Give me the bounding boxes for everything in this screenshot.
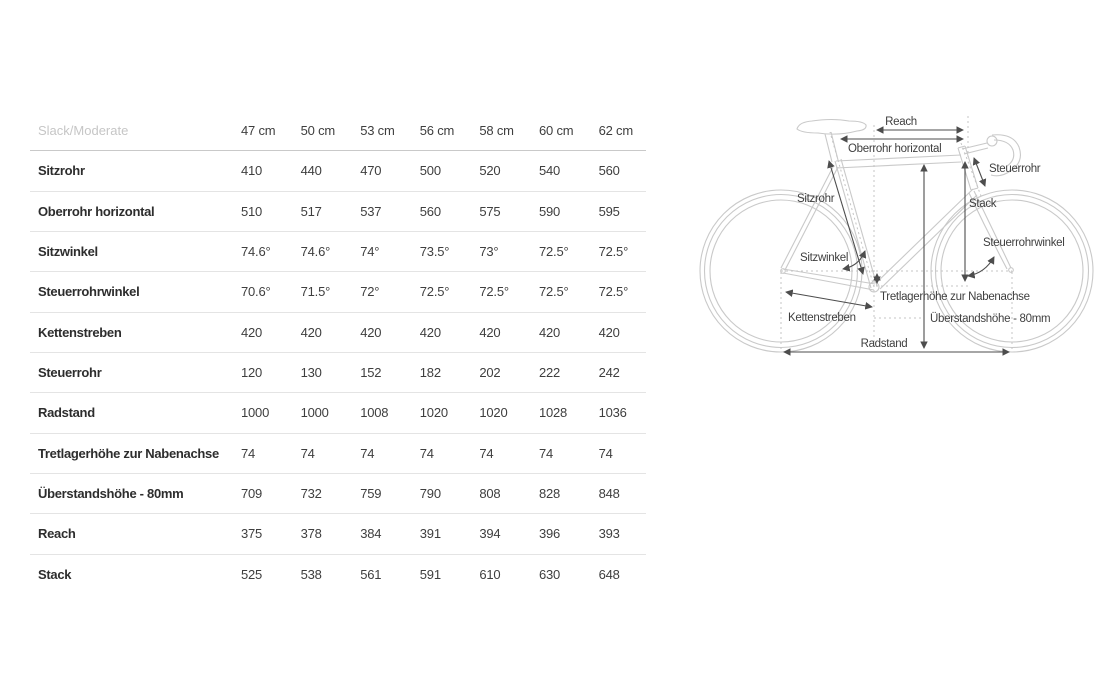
cell-value: 500: [419, 163, 441, 179]
cell-value: 74: [538, 445, 554, 461]
column-header: 56 cm: [419, 123, 455, 139]
steuerrohrwinkel-label: Steuerrohrwinkel: [983, 237, 1065, 249]
cell-value: 73°: [479, 244, 499, 260]
cell-value: 610: [479, 566, 501, 582]
cell-value: 525: [241, 566, 263, 582]
row-label: Reach: [38, 526, 76, 542]
cell-value: 561: [360, 566, 382, 582]
table-row: [30, 192, 646, 232]
row-label: Steuerrohr: [38, 365, 102, 381]
row-label: Sitzwinkel: [38, 244, 98, 260]
cell-value: 72.5°: [598, 244, 629, 260]
cell-value: 72.5°: [538, 284, 569, 300]
cell-value: 575: [479, 203, 501, 219]
cell-value: 420: [598, 324, 620, 340]
cell-value: 420: [419, 324, 441, 340]
cell-value: 73.5°: [419, 244, 450, 260]
cell-value: 222: [538, 365, 561, 381]
cell-value: 72°: [360, 284, 380, 300]
row-label: Überstandshöhe - 80mm: [38, 486, 184, 502]
row-label: Kettenstreben: [38, 324, 122, 340]
table-header-label: Slack/Moderate: [38, 123, 129, 139]
cell-value: 590: [538, 203, 561, 219]
cell-value: 420: [241, 324, 263, 340]
cell-value: 420: [538, 324, 561, 340]
cell-value: 72.5°: [598, 284, 629, 300]
table-row: [30, 474, 646, 514]
stack-label: Stack: [969, 198, 997, 210]
cell-value: 242: [598, 365, 620, 381]
column-header: 62 cm: [598, 123, 633, 139]
table-row: [30, 393, 646, 433]
cell-value: 808: [479, 486, 501, 502]
cell-value: 420: [300, 324, 322, 340]
row-label: Tretlagerhöhe zur Nabenachse: [38, 445, 219, 461]
steuerrohr-label: Steuerrohr: [989, 163, 1041, 175]
oberrohr-label: Oberrohr horizontal: [848, 143, 942, 155]
table-row: [30, 514, 646, 554]
cell-value: 828: [538, 486, 561, 502]
cell-value: 391: [419, 526, 441, 542]
cell-value: 71.5°: [300, 284, 331, 300]
cell-value: 1020: [479, 405, 508, 421]
cell-value: 74.6°: [241, 244, 271, 260]
cell-value: 759: [360, 486, 382, 502]
column-header: 50 cm: [300, 123, 335, 139]
cell-value: 74°: [360, 244, 380, 260]
geometry-table: [30, 111, 646, 594]
cell-value: 375: [241, 526, 263, 542]
ueberstandshoehe-label: Überstandshöhe - 80mm: [930, 313, 1051, 325]
reach-label: Reach: [885, 116, 917, 128]
cell-value: 394: [479, 526, 501, 542]
cell-value: 1008: [360, 405, 389, 421]
cell-value: 70.6°: [241, 284, 271, 300]
cell-value: 537: [360, 203, 382, 219]
table-row: [30, 232, 646, 272]
cell-value: 120: [241, 365, 263, 381]
table-row: [30, 555, 646, 594]
cell-value: 410: [241, 163, 263, 179]
row-label: Steuerrohrwinkel: [38, 284, 140, 300]
cell-value: 396: [538, 526, 561, 542]
cell-value: 72.5°: [419, 284, 450, 300]
cell-value: 1028: [538, 405, 568, 421]
sitzwinkel-label: Sitzwinkel: [800, 252, 849, 264]
cell-value: 420: [360, 324, 382, 340]
cell-value: 384: [360, 526, 382, 542]
cell-value: 538: [300, 566, 322, 582]
cell-value: 560: [598, 163, 620, 179]
cell-value: 72.5°: [479, 284, 509, 300]
table-row: [30, 313, 646, 353]
cell-value: 510: [241, 203, 263, 219]
bike-geometry-diagram: [690, 95, 1119, 390]
table-row: [30, 353, 646, 393]
cell-value: 182: [419, 365, 441, 381]
column-header: 47 cm: [241, 123, 276, 139]
cell-value: 848: [598, 486, 620, 502]
cell-value: 470: [360, 163, 382, 179]
cell-value: 420: [479, 324, 501, 340]
cell-value: 540: [538, 163, 561, 179]
cell-value: 1036: [598, 405, 627, 421]
cell-value: 595: [598, 203, 620, 219]
cell-value: 393: [598, 526, 620, 542]
cell-value: 440: [300, 163, 322, 179]
cell-value: 152: [360, 365, 382, 381]
cell-value: 74: [479, 445, 494, 461]
cell-value: 709: [241, 486, 263, 502]
cell-value: 74: [300, 445, 315, 461]
kettenstreben-label: Kettenstreben: [788, 312, 856, 324]
cell-value: 648: [598, 566, 620, 582]
tretlagerhoehe-label: Tretlagerhöhe zur Nabenachse: [880, 291, 1030, 303]
cell-value: 790: [419, 486, 441, 502]
row-label: Oberrohr horizontal: [38, 203, 155, 219]
cell-value: 1020: [419, 405, 448, 421]
cell-value: 74: [598, 445, 613, 461]
cell-value: 72.5°: [538, 244, 569, 260]
cell-value: 517: [300, 203, 322, 219]
cell-value: 1000: [300, 405, 329, 421]
sitzrohr-label: Sitzrohr: [797, 193, 835, 205]
cell-value: 74: [360, 445, 375, 461]
cell-value: 378: [300, 526, 322, 542]
table-row: [30, 272, 646, 312]
cell-value: 74: [419, 445, 434, 461]
table-row: [30, 434, 646, 474]
cell-value: 560: [419, 203, 441, 219]
cell-value: 591: [419, 566, 441, 582]
row-label: Sitzrohr: [38, 163, 85, 179]
cell-value: 630: [538, 566, 561, 582]
cell-value: 1000: [241, 405, 270, 421]
column-header: 60 cm: [538, 123, 574, 139]
table-row: [30, 151, 646, 191]
row-label: Stack: [38, 566, 72, 582]
cell-value: 74.6°: [300, 244, 331, 260]
column-header: 53 cm: [360, 123, 395, 139]
table-body: [30, 151, 646, 594]
radstand-label: Radstand: [860, 338, 908, 350]
column-header: 58 cm: [479, 123, 514, 139]
steuerrohrwinkel-arc: [968, 257, 994, 276]
row-label: Radstand: [38, 405, 95, 421]
table-header-row: [30, 111, 646, 151]
cell-value: 732: [300, 486, 322, 502]
cell-value: 202: [479, 365, 501, 381]
bike-drawing: [690, 95, 1119, 390]
cell-value: 74: [241, 445, 256, 461]
cell-value: 130: [300, 365, 322, 381]
cell-value: 520: [479, 163, 501, 179]
